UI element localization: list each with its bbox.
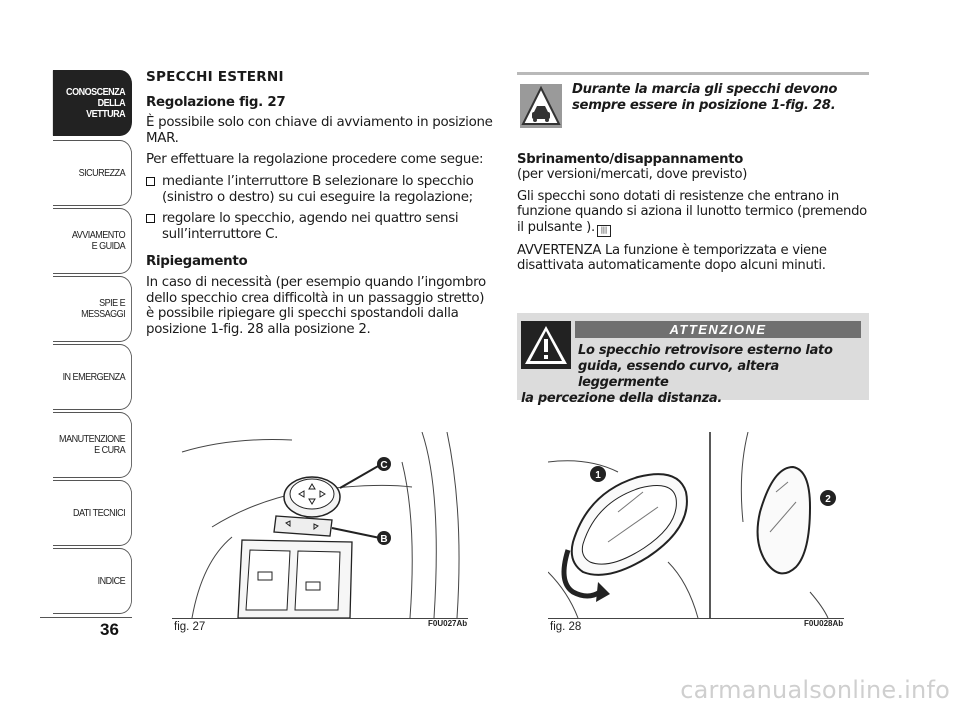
tab-avviamento-e-guida[interactable]: AVVIAMENTO E GUIDA: [53, 208, 132, 274]
figure-27-rule: [172, 618, 468, 619]
figure-28-code: F0U028Ab: [804, 619, 844, 628]
defrost-heading: Sbrinamento/disappannamento: [517, 152, 744, 167]
regolazione-paragraph-1: È possibile solo con chiave di avviamento in posizione MAR.: [146, 115, 493, 146]
tab-indice[interactable]: INDICE: [53, 548, 132, 614]
right-column: [517, 72, 869, 274]
ripiegamento-heading: Ripiegamento: [146, 254, 248, 270]
figure-27-image: [172, 432, 468, 618]
left-column: [146, 70, 496, 343]
regolazione-heading: Regolazione fig. 27: [146, 94, 286, 110]
tab-in-emergenza[interactable]: IN EMERGENZA: [53, 344, 132, 410]
mirror-warning-icon: [520, 84, 562, 128]
section-title: SPECCHI ESTERNI: [146, 69, 284, 85]
checkbox-bullet-icon: [146, 214, 155, 223]
figure-28-rule: [548, 618, 844, 619]
page-number: 36: [100, 620, 119, 639]
bullet-text: regolare lo specchio, agendo nei quattro sensi sull’interruttore C.: [162, 211, 459, 242]
figure-27-caption: fig. 27: [174, 621, 206, 633]
driving-note-text: Durante la marcia gli specchi devono sempre essere in posizione 1-fig. 28.: [572, 82, 838, 113]
tab-dati-tecnici[interactable]: DATI TECNICI: [53, 480, 132, 546]
defrost-subheading: (per versioni/mercati, dove previsto): [517, 167, 748, 183]
figure-28-caption: fig. 28: [550, 621, 582, 633]
regolazione-paragraph-2: Per effettuare la regolazione procedere come segue:: [146, 152, 484, 168]
figure-28-image: [548, 432, 844, 618]
defrost-paragraph-2: AVVERTENZA La funzione è temporizzata e viene disattivata automaticamente dopo alcuni minuti.: [517, 242, 827, 274]
warning-box: [517, 313, 869, 406]
label-b: B: [380, 534, 388, 545]
label-c: C: [380, 460, 388, 471]
warning-banner: ATTENZIONE: [575, 321, 861, 338]
bullet-item: [146, 174, 496, 205]
driving-note: [517, 72, 869, 135]
tab-spie-e-messaggi[interactable]: SPIE E MESSAGGI: [53, 276, 132, 342]
watermark: carmanualsonline.info: [680, 676, 950, 704]
tab-conoscenza-della-vettura[interactable]: CONOSCENZA DELLA VETTURA: [53, 70, 132, 136]
ripiegamento-paragraph: In caso di necessità (per esempio quando l’ingombro dello specchio crea difficoltà in un passaggio stretto) è possibile ripiegare gli specchi spostandoli dalla posizione 1-fig. 28 alla posizione 2.: [146, 274, 486, 337]
checkbox-bullet-icon: [146, 177, 155, 186]
rear-defrost-icon: |||: [597, 225, 611, 237]
tab-sicurezza[interactable]: SICUREZZA: [53, 140, 132, 206]
defrost-paragraph-1: Gli specchi sono dotati di resistenze che entrano in funzione quando si aziona il lunotto termico (premendo il pulsante ). |||: [517, 188, 867, 235]
defrost-section: [517, 152, 869, 279]
tabs-bottom-rule: [40, 617, 132, 618]
warning-text: Lo specchio retrovisore esterno lato guida, essendo curvo, altera leggermente la percezione della distanza.: [521, 343, 833, 406]
bullet-text: mediante l’interruttore B selezionare lo specchio (sinistro o destro) su cui eseguire la regolazione;: [162, 173, 474, 205]
label-1: 1: [595, 470, 601, 481]
label-2: 2: [825, 494, 831, 505]
tab-manutenzione-e-cura[interactable]: MANUTENZIONE E CURA: [53, 412, 132, 478]
bullet-item: [146, 211, 496, 242]
figure-27-code: F0U027Ab: [428, 619, 468, 628]
